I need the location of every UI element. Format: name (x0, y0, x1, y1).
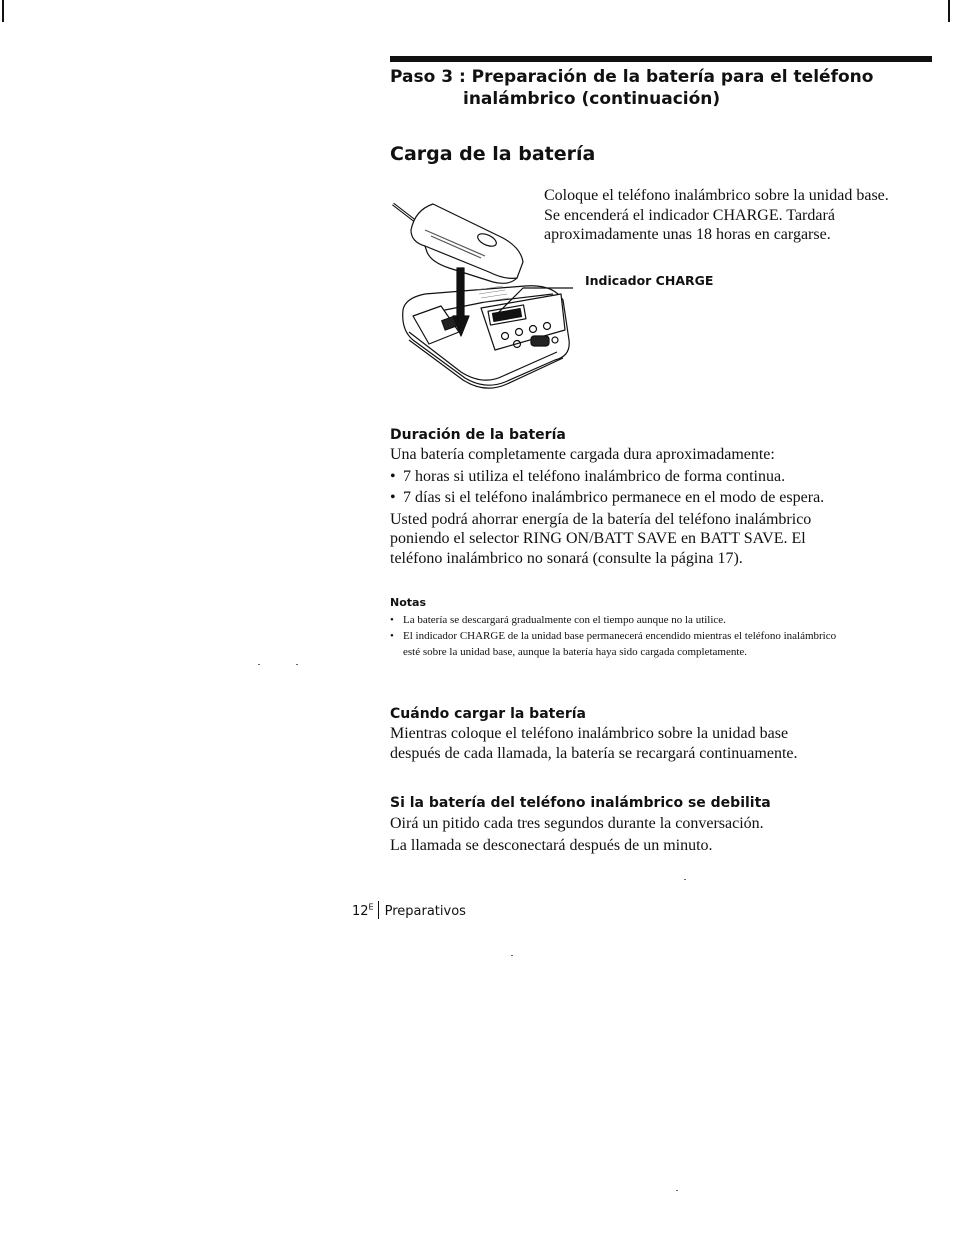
corner-mark-left (2, 0, 4, 22)
battery-duration-body (390, 445, 870, 568)
list-item: • 7 horas si utiliza el teléfono inalámbrico de forma continua. (390, 467, 870, 487)
when-to-charge-body (390, 724, 870, 763)
phone-on-base-illustration (385, 190, 585, 395)
section-title: Carga de la batería (390, 143, 596, 165)
battery-duration-list (390, 467, 870, 508)
battery-duration-heading: Duración de la batería (390, 427, 566, 443)
paragraph-line: La llamada se desconectará después de un minuto. (390, 836, 713, 854)
paragraph-line: poniendo el selector RING ON/BATT SAVE en BATT SAVE. El (390, 530, 806, 547)
page-title-line1: Paso 3 : Preparación de la batería para el teléfono (390, 67, 874, 87)
page-title-line2: inalámbrico (continuación) (463, 89, 721, 109)
paragraph-line: Usted podrá ahorrar energía de la batería del teléfono inalámbrico (390, 510, 812, 528)
footer-section-name: Preparativos (384, 904, 466, 919)
note-item: • La batería se descargará gradualmente con el tiempo aunque no la utilice. (390, 612, 850, 628)
footer-divider (378, 901, 379, 919)
page-footer (352, 901, 466, 919)
battery-save-paragraph (390, 510, 870, 569)
paragraph-line: Oirá un pitido cada tres segundos durante la conversación. (390, 815, 764, 832)
intro-paragraph (544, 186, 894, 245)
list-item: • 7 días si el teléfono inalámbrico permanece en el modo de espera. (390, 488, 870, 508)
when-to-charge-heading: Cuándo cargar la batería (390, 706, 586, 722)
intro-line: aproximadamente unas 18 horas en cargarse. (544, 226, 831, 243)
paragraph-line: teléfono inalámbrico no sonará (consulte la página 17). (390, 549, 743, 567)
intro-line: Se encenderá el indicador CHARGE. Tardará (544, 206, 835, 224)
charge-indicator-label: Indicador CHARGE (585, 273, 714, 288)
notes-heading: Notas (390, 596, 426, 609)
page-title (390, 66, 930, 110)
intro-line: Coloque el teléfono inalámbrico sobre la unidad base. (544, 187, 889, 204)
corner-mark-right (948, 0, 950, 22)
scan-speck (676, 1190, 678, 1191)
page-number: $12^E$ (352, 902, 374, 919)
weak-battery-heading: Si la batería del teléfono inalámbrico se debilita (390, 795, 771, 811)
page-superscript: E (368, 902, 374, 912)
header-rule (390, 56, 932, 62)
base-unit-icon (403, 286, 570, 388)
note-item: • El indicador CHARGE de la unidad base permanecerá encendido mientras el teléfono inalámbrico esté sobre la unidad base, aunque la batería haya sido cargada completamente. (390, 628, 850, 660)
scan-speck (511, 955, 513, 956)
weak-battery-body (390, 814, 870, 855)
battery-duration-intro: Una batería completamente cargada dura aproximadamente: (390, 446, 775, 463)
scan-speck (258, 664, 260, 665)
scan-speck (296, 664, 298, 665)
scan-speck (684, 879, 686, 880)
paragraph-line: Mientras coloque el teléfono inalámbrico sobre la unidad base (390, 725, 789, 742)
notes-list (390, 612, 850, 660)
paragraph-line: después de cada llamada, la batería se recargará continuamente. (390, 744, 798, 762)
